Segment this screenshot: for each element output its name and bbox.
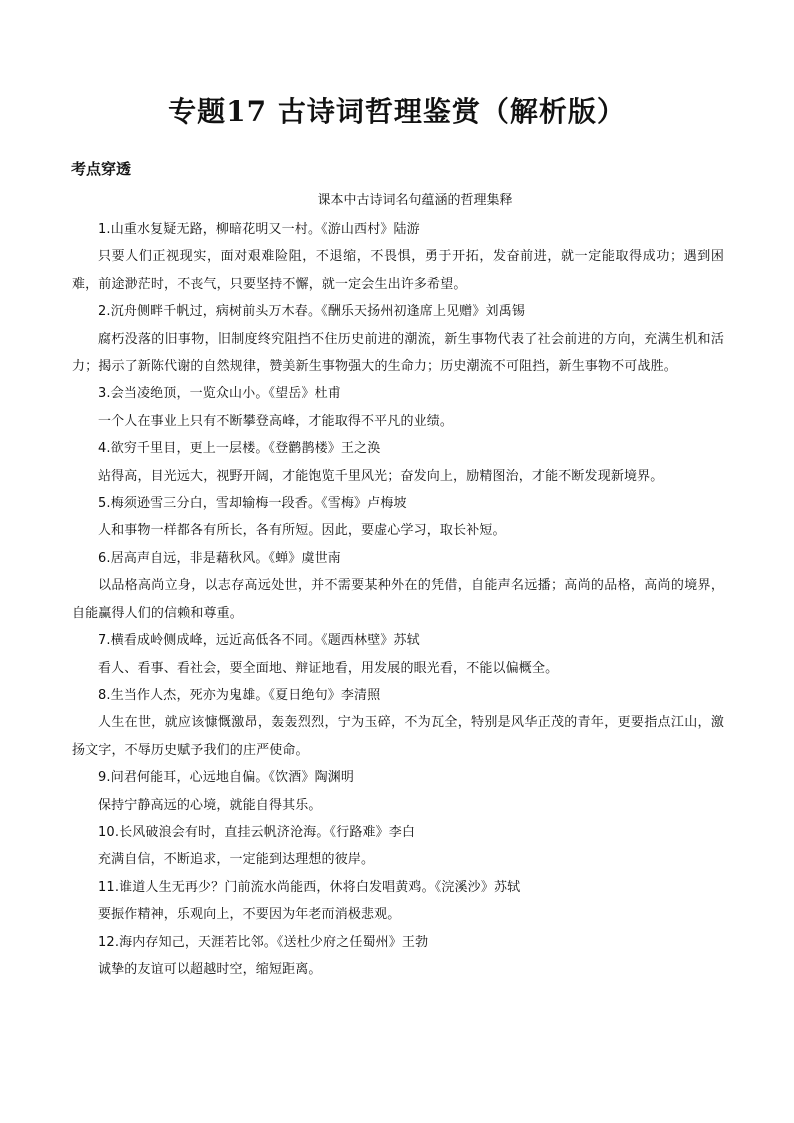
verse-line: 6.居高声自远，非是藉秋风。《蝉》虞世南 [98,550,341,566]
explanation-text: 要振作精神，乐观向上，不要因为年老而消极悲观。 [98,907,401,923]
list-item [72,929,724,984]
explanation-text: 腐朽没落的旧事物，旧制度终究阻挡不住历史前进的潮流，新生事物代表了社会前进的方向，充满生机和活力；揭示了新陈代谢的自然规律，赞美新生事物强大的生命力；历史潮流不可阻挡，新生事物不可战胜。 [72,331,724,375]
explanation-text: 只要人们正视现实，面对艰难险阻，不退缩，不畏惧，勇于开拓，发奋前进，就一定能取得成功；遇到困难，前途渺茫时，不丧气，只要坚持不懈，就一定会生出许多希望。 [72,249,724,292]
explanation-text: 诚挚的友谊可以超越时空，缩短距离。 [98,961,322,977]
list-item [72,819,724,874]
list-item [72,298,724,380]
list-subtitle: 课本中古诗词名句蕴涵的哲理集释 [317,193,513,208]
verse-line: 3.会当凌绝顶，一览众山小。《望岳》杜甫 [98,386,341,402]
explanation-text: 看人、看事、看社会，要全面地、辩证地看，用发展的眼光看，不能以偏概全。 [98,660,559,676]
verse-line: 9.问君何能耳，心远地自偏。《饮酒》陶渊明 [98,770,355,786]
list-item [72,380,724,435]
list-item [72,545,724,627]
list-item [72,435,724,490]
explanation-text: 站得高，目光远大，视野开阔，才能饱览千里风光；奋发向上，励精图治，才能不断发现新境界。 [98,468,664,484]
explanation-text: 充满自信，不断追求，一定能到达理想的彼岸。 [98,852,375,868]
verse-line: 7.横看成岭侧成峰，远近高低各不同。《题西林壁》苏轼 [98,633,420,649]
verse-line: 12.海内存知己，天涯若比邻。《送杜少府之任蜀州》王勃 [98,934,429,950]
explanation-text: 保持宁静高远的心境，就能自得其乐。 [98,797,322,813]
list-item [72,874,724,929]
explanation-text: 人生在世，就应该慷慨激昂，轰轰烈烈，宁为玉碎，不为瓦全，特别是风华正茂的青年，更要指点江山，激扬文字，不辱历史赋予我们的庄严使命。 [72,715,724,758]
list-item [72,216,724,298]
list-item [72,490,724,545]
verse-list [72,216,724,983]
verse-line: 1.山重水复疑无路，柳暗花明又一村。《游山西村》陆游 [98,222,420,237]
verse-line: 8.生当作人杰，死亦为鬼雄。《夏日绝句》李清照 [98,687,381,703]
verse-line: 4.欲穷千里目，更上一层楼。《登鹳鹊楼》王之涣 [98,441,381,457]
verse-line: 2.沉舟侧畔千帆过，病树前头万木春。《酬乐天扬州初逢席上见赠》刘禹锡 [98,304,526,320]
explanation-text: 人和事物一样都各有所长，各有所短。因此，要虚心学习，取长补短。 [98,523,506,539]
verse-line: 11.谁道人生无再少？门前流水尚能西，休将白发唱黄鸡。《浣溪沙》苏轼 [98,879,521,895]
verse-line: 5.梅须逊雪三分白，雪却输梅一段香。《雪梅》卢梅坡 [98,496,407,512]
list-item [72,682,724,764]
list-item [72,627,724,682]
explanation-text: 以品格高尚立身，以志存高远处世，并不需要某种外在的凭借，自能声名远播；高尚的品格，高尚的境界，自能赢得人们的信赖和尊重。 [72,578,724,621]
list-item [72,764,724,819]
section-heading: 考点穿透 [71,160,132,178]
verse-line: 10.长风破浪会有时，直挂云帆济沧海。《行路难》李白 [98,824,416,840]
document-title: 专题17 古诗词哲理鉴赏（解析版） [168,95,626,128]
explanation-text: 一个人在事业上只有不断攀登高峰，才能取得不平凡的业绩。 [98,413,454,429]
